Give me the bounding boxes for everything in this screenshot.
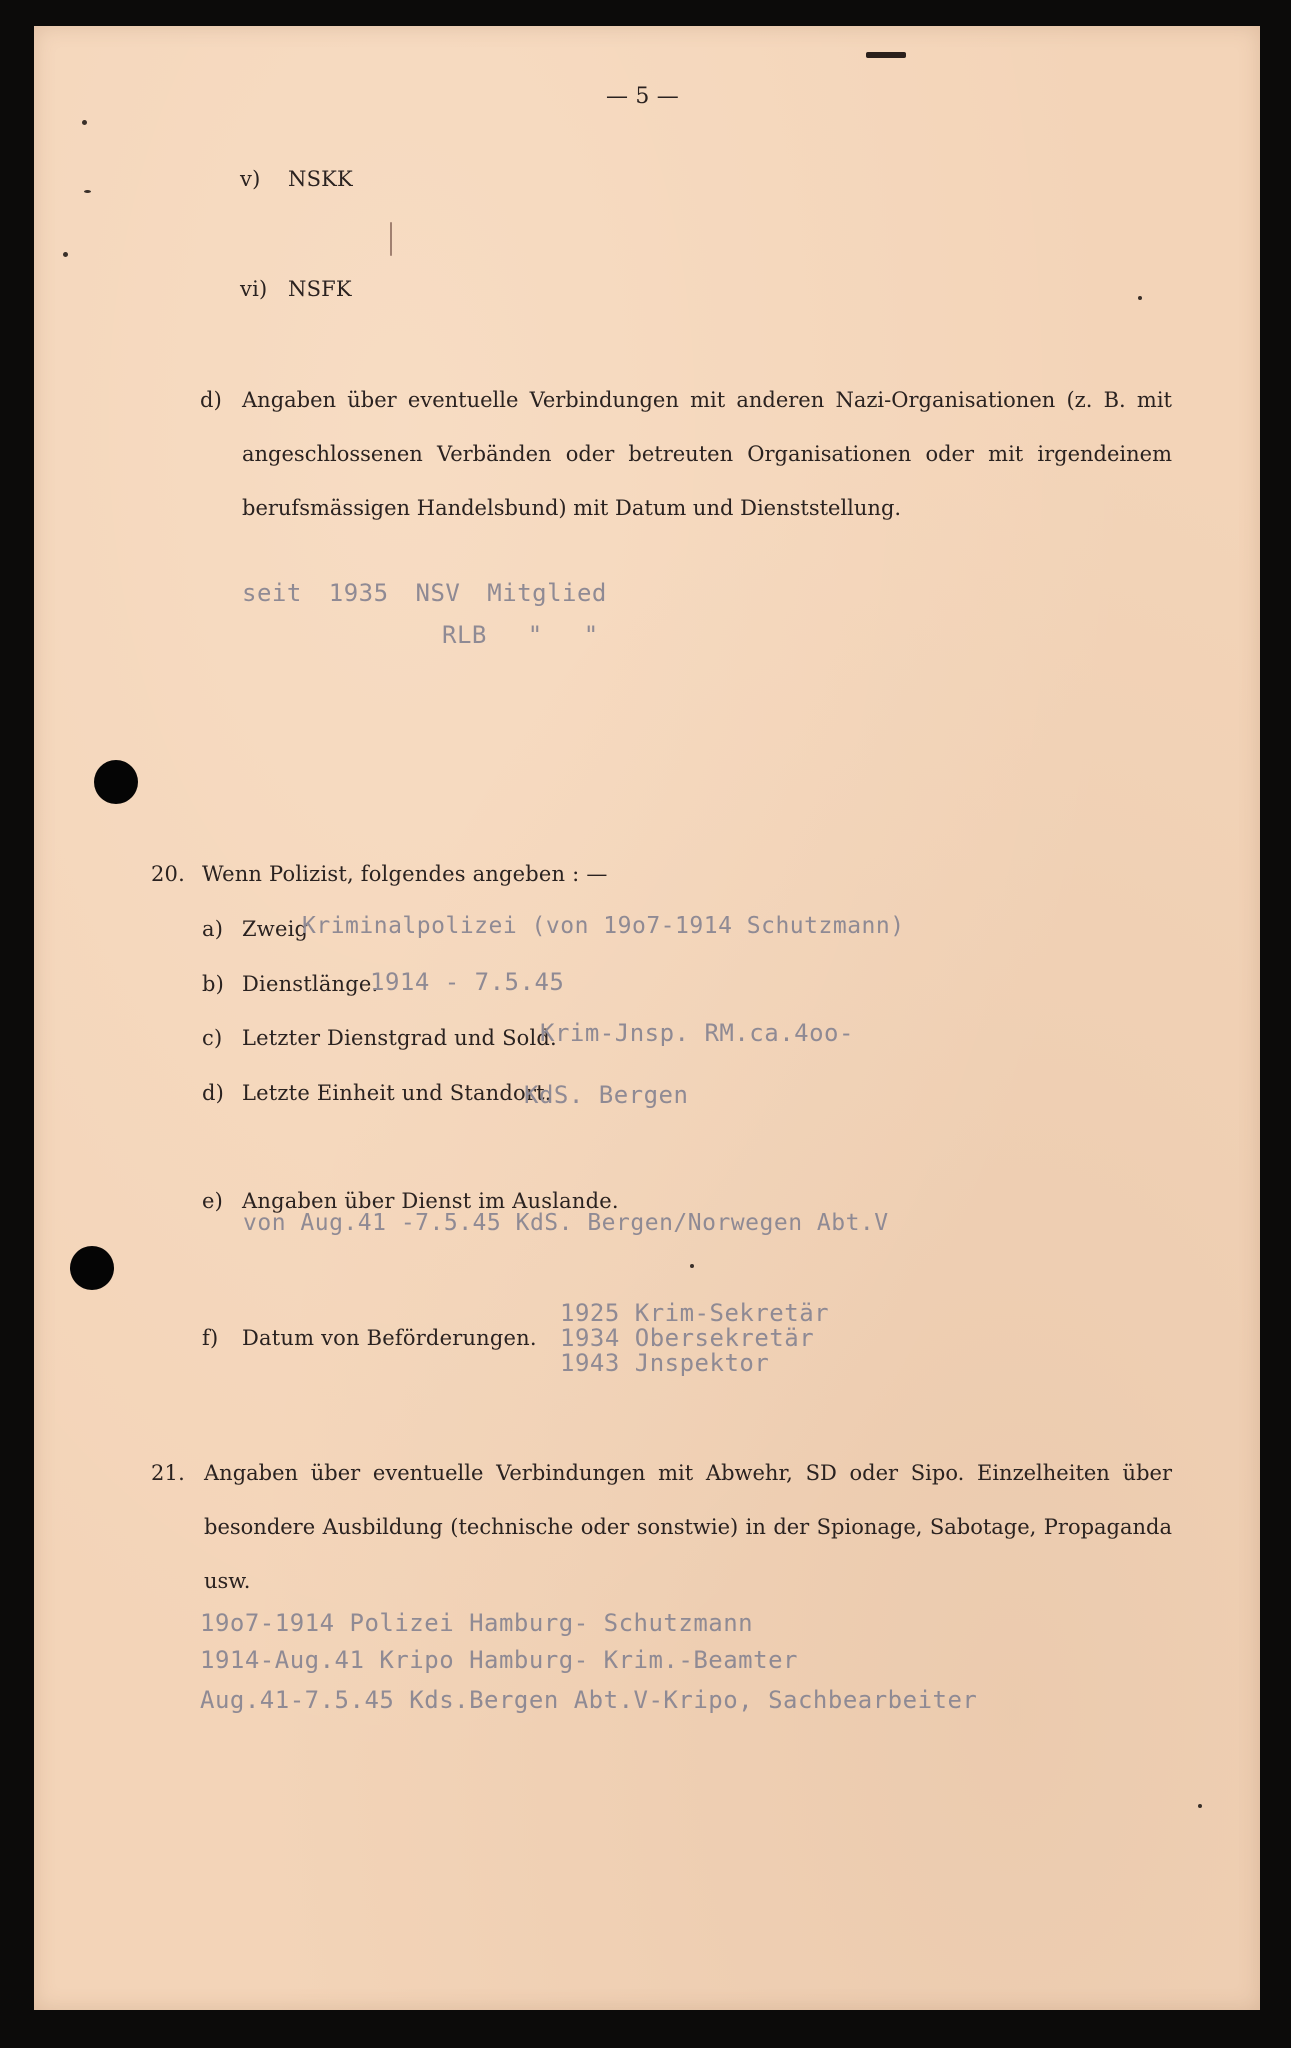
q21-number: 21. [151,1461,185,1485]
q20-d-label: d) [202,1081,225,1105]
q20-f-typed-1: 1925 Krim-Sekretär [560,1299,830,1327]
item-v-text: NSKK [288,167,353,191]
punch-hole-bottom [70,1246,114,1290]
punch-hole-top [94,760,138,804]
paper-speck [390,222,392,256]
q20-e-field: Angaben über Dienst im Auslande. [242,1189,619,1213]
q21-typed-line-1: 19o7-1914 Polizei Hamburg- Schutzmann [200,1609,754,1637]
q20-d-typed: KdS. Bergen [524,1081,689,1109]
q20-c-field: Letzter Dienstgrad und Sold. [242,1026,557,1050]
q20-a-label: a) [202,917,224,941]
q20-c-label: c) [202,1026,223,1050]
item-d-label: d) [200,388,223,412]
q20-b-typed: 1914 - 7.5.45 [370,968,565,996]
page-number: — 5 — [606,84,679,109]
item-vi-label: vi) [240,277,268,301]
q20-c-typed: Krim-Jnsp. RM.ca.4oo- [540,1019,854,1047]
q20-heading: Wenn Polizist, folgendes angeben : — [202,862,608,886]
q20-number: 20. [151,862,185,886]
paper-speck [690,1264,694,1268]
item-vi-text: NSFK [288,277,352,301]
paper-speck [1198,1804,1202,1808]
q20-e-label: e) [202,1189,224,1213]
q20-a-field: Zweig [242,917,309,941]
item-d-typed-line-1: seit 1935 NSV Mitglied [242,579,607,607]
paper-speck [866,52,906,58]
q20-f-field: Datum von Beförderungen. [242,1326,537,1350]
item-d-typed-line-2: RLB " " [442,621,599,649]
paper-speck [84,190,91,193]
q20-f-label: f) [202,1326,219,1350]
q21-typed-line-3: Aug.41-7.5.45 Kds.Bergen Abt.V-Kripo, Sachbearbeiter [200,1686,978,1714]
q21-typed-line-2: 1914-Aug.41 Kripo Hamburg- Krim.-Beamter [200,1646,798,1674]
q20-f-typed-3: 1943 Jnspektor [560,1349,770,1377]
q20-d-field: Letzte Einheit und Standort. [242,1081,552,1105]
document-page [34,26,1260,2010]
q20-b-field: Dienstlänge. [242,972,379,996]
item-v-label: v) [240,167,261,191]
paper-speck [1138,296,1142,300]
paper-speck [63,252,68,257]
q20-f-typed-2: 1934 Obersekretär [560,1324,815,1352]
q20-b-label: b) [202,972,225,996]
q20-a-typed: Kriminalpolizei (von 19o7-1914 Schutzmann) [302,913,905,939]
q20-e-typed: von Aug.41 -7.5.45 KdS. Bergen/Norwegen Abt.V [243,1210,889,1236]
q21-text: Angaben über eventuelle Verbindungen mit Abwehr, SD oder Sipo. Einzelheiten über besondere Ausbildung (technische oder sonstwie) in der Spionage, Sabotage, Propaganda usw. [204,1461,1172,1593]
item-d-text: Angaben über eventuelle Verbindungen mit anderen Nazi-Organisationen (z. B. mit angeschlossenen Verbänden oder betreuten Organisationen oder mit irgendeinem berufsmässigen Handelsbund) mit Datum und Dienststellung. [242,388,1172,520]
paper-speck [82,120,87,125]
